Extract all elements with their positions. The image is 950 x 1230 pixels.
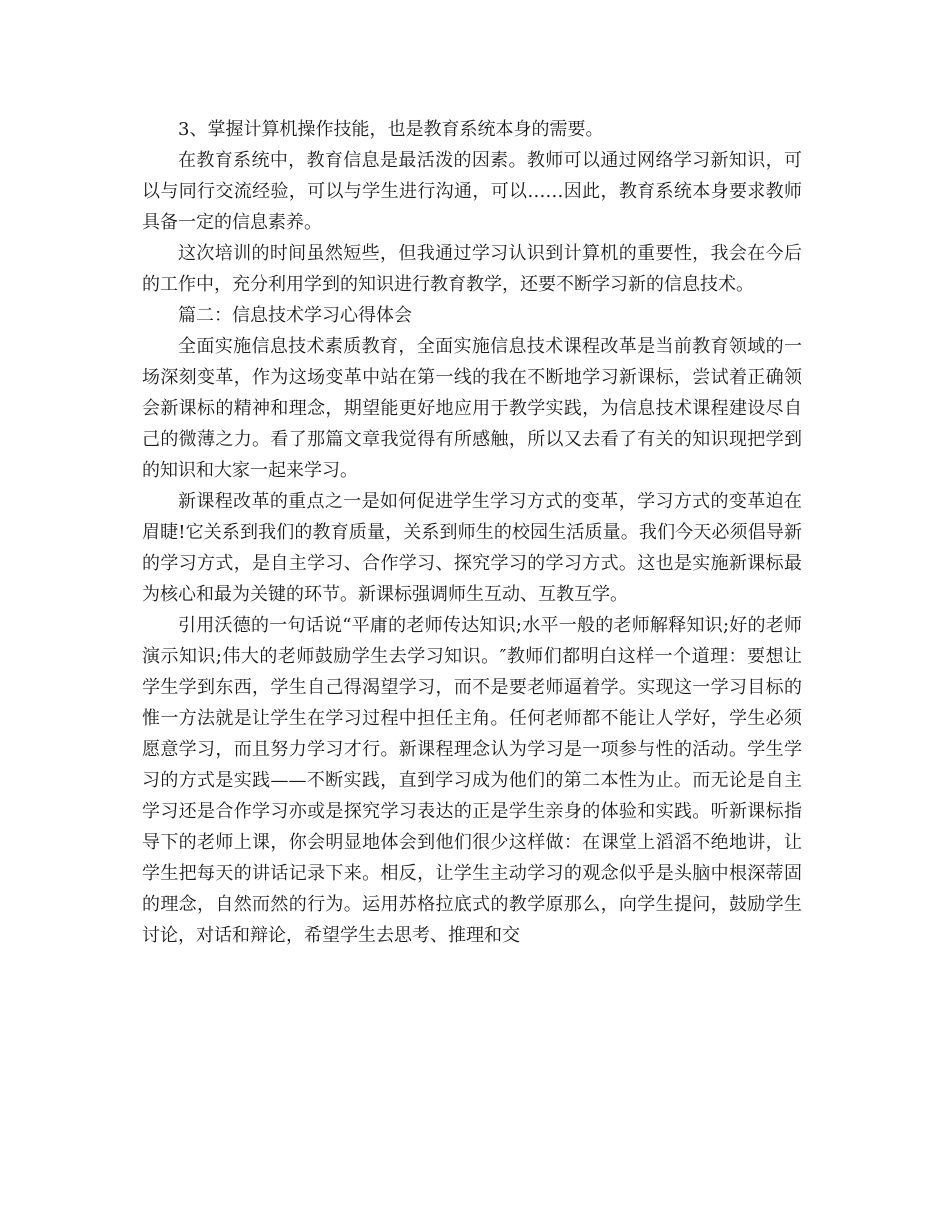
paragraph-5: 全面实施信息技术素质教育，全面实施信息技术课程改革是当前教育领域的一场深刻变革，作为这场变革中站在第一线的我在不断地学习新课标，尝试着正确领会新课标的精神和理念，期望能更好地应用于教学实践，为信息技术课程建设尽自己的微薄之力。看了那篇文章我觉得有所感触，所以又去看了有关的知识现把学到的知识和大家一起来学习。 (142, 336, 802, 481)
document-body (142, 114, 802, 951)
paragraph-7: 引用沃德的一句话说“平庸的老师传达知识;水平一般的老师解释知识;好的老师演示知识;伟大的老师鼓励学生去学习知识。″教师们都明白这样一个道理：要想让学生学到东西，学生自己得渴望学习，而不是要老师逼着学。实现这一学习目标的惟一方法就是让学生在学习过程中担任主角。任何老师都不能让人学好，学生必须愿意学习，而且努力学习才行。新课程理念认为学习是一项参与性的活动。学生学习的方式是实践——不断实践，直到学习成为他们的第二本性为止。而无论是自主学习还是合作学习亦或是探究学习表达的正是学生亲身的体验和实践。听新课标指导下的老师上课，你会明显地体会到他们很少这样做：在课堂上滔滔不绝地讲，让学生把每天的讲话记录下来。相反，让学生主动学习的观念似乎是头脑中根深蒂固的理念，自然而然的行为。运用苏格拉底式的教学原那么，向学生提问，鼓励学生讨论，对话和辩论，希望学生去思考、推理和交 (142, 615, 802, 946)
paragraph-3: 这次培训的时间虽然短些，但我通过学习认识到计算机的重要性，我会在今后的工作中，充分利用学到的知识进行教育教学，还要不断学习新的信息技术。 (142, 243, 802, 295)
paragraph-6: 新课程改革的重点之一是如何促进学生学习方式的变革，学习方式的变革迫在眉睫!它关系到我们的教育质量，关系到师生的校园生活质量。我们今天必须倡导新的学习方式，是自主学习、合作学习、探究学习的学习方式。这也是实施新课标最为核心和最为关键的环节。新课标强调师生互动、互教互学。 (142, 491, 802, 605)
paragraph-1: 3、掌握计算机操作技能，也是教育系统本身的需要。 (178, 119, 604, 140)
paragraph-2: 在教育系统中，教育信息是最活泼的因素。教师可以通过网络学习新知识，可以与同行交流经验，可以与学生进行沟通，可以……因此，教育系统本身要求教师具备一定的信息素养。 (142, 150, 802, 233)
section-heading: 篇二：信息技术学习心得体会 (178, 305, 412, 326)
